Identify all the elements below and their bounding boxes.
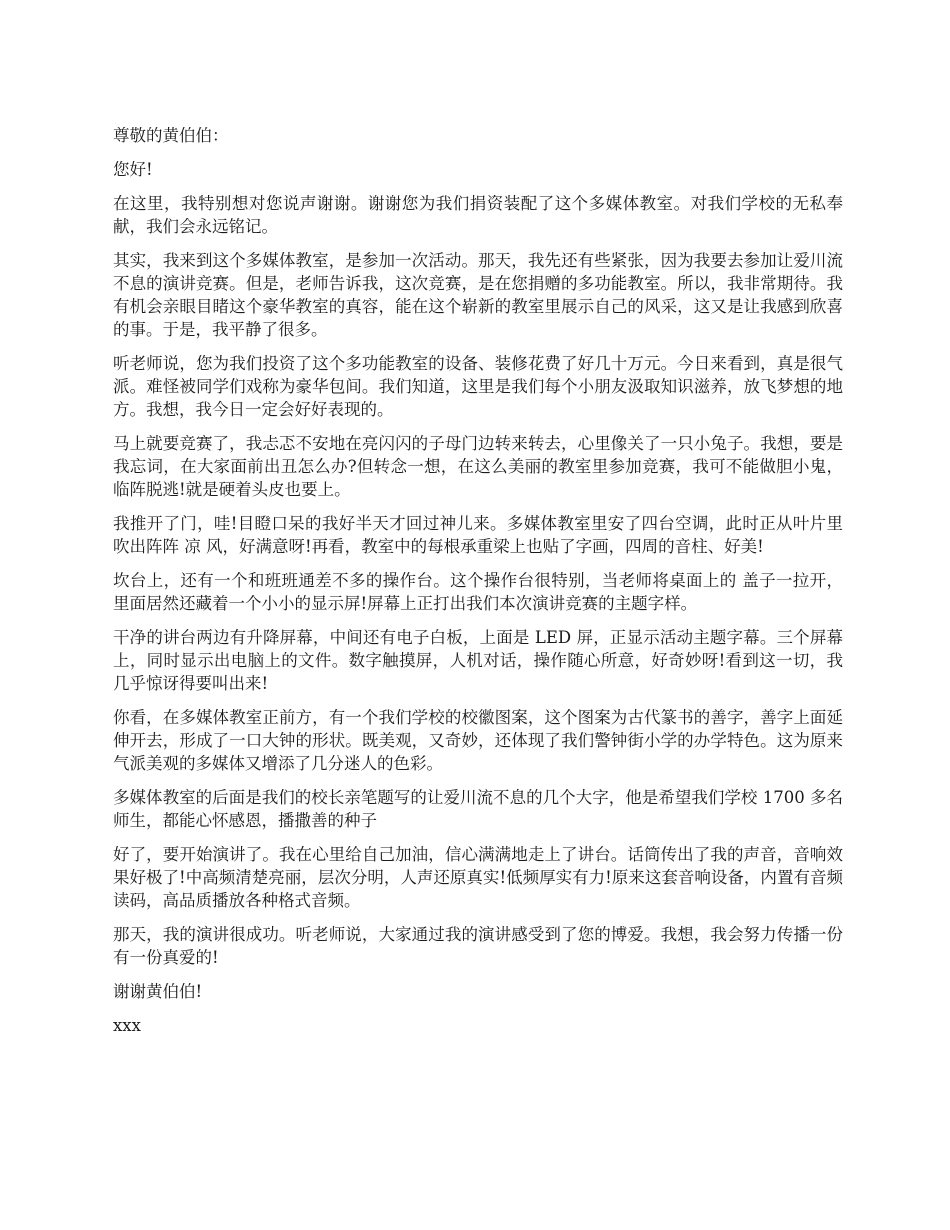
greeting: 您好! [113,160,153,179]
paragraph-8: 你看，在多媒体教室正前方，有一个我们学校的校徽图案，这个图案为古代篆书的善字，善字上面延伸开去，形成了一口大钟的形状。既美观，又奇妙，还体现了我们警钟街小学的办学特色。这为原来气派美观的多媒体又增添了几分迷人的色彩。 [113,708,843,773]
paragraph-9: 多媒体教室的后面是我们的校长亲笔题写的让爱川流不息的几个大字，他是希望我们学校 1700 多名师生，都能心怀感恩，播撒善的种子 [113,788,843,830]
paragraph-7: 干净的讲台两边有升降屏幕，中间还有电子白板，上面是 LED 屏，正显示活动主题字幕。三个屏幕上，同时显示出电脑上的文件。数字触摸屏，人机对话，操作随心所意，好奇妙呀!看到这一切，我几乎惊讶得要叫出来! [113,628,843,693]
paragraph-11: 那天，我的演讲很成功。听老师说，大家通过我的演讲感受到了您的博爱。我想，我会努力传播一份有一份真爱的! [113,925,843,967]
paragraph-2: 其实，我来到这个多媒体教室，是参加一次活动。那天，我先还有些紧张，因为我要去参加让爱川流不息的演讲竞赛。但是，老师告诉我，这次竞赛，是在您捐赠的多功能教室。所以，我非常期待。我有机会亲眼目睹这个豪华教室的真容，能在这个崭新的教室里展示自己的风采，这又是让我感到欣喜的事。于是，我平静了很多。 [113,251,843,339]
paragraph-10: 好了，要开始演讲了。我在心里给自己加油，信心满满地走上了讲台。话筒传出了我的声音，音响效果好极了!中高频清楚亮丽，层次分明，人声还原真实!低频厚实有力!原来这套音响设备，内置有音频读码，高品质播放各种格式音频。 [113,845,843,910]
paragraph-5: 我推开了门，哇!目瞪口呆的我好半天才回过神儿来。多媒体教室里安了四台空调，此时正从叶片里吹出阵阵 凉 风，好满意呀!再看，教室中的每根承重梁上也贴了字画，四周的音柱、好美! [113,514,843,556]
paragraph-1: 在这里，我特别想对您说声谢谢。谢谢您为我们捐资装配了这个多媒体教室。对我们学校的无私奉献，我们会永远铭记。 [113,194,843,236]
signature: xxx [113,1016,141,1035]
letter-page [113,124,843,1048]
paragraph-3: 听老师说，您为我们投资了这个多功能教室的设备、装修花费了好几十万元。今日来看到，真是很气派。难怪被同学们戏称为豪华包间。我们知道，这里是我们每个小朋友汲取知识滋养，放飞梦想的地方。我想，我今日一定会好好表现的。 [113,354,843,419]
closing: 谢谢黄伯伯! [113,982,203,1001]
salutation: 尊敬的黄伯伯： [113,126,229,145]
paragraph-6: 坎台上，还有一个和班班通差不多的操作台。这个操作台很特别，当老师将桌面上的 盖子一拉开，里面居然还藏着一个小小的显示屏!屏幕上正打出我们本次演讲竞赛的主题字样。 [113,571,843,613]
paragraph-4: 马上就要竞赛了，我忐忑不安地在亮闪闪的子母门边转来转去，心里像关了一只小兔子。我想，要是我忘词，在大家面前出丑怎么办?但转念一想，在这么美丽的教室里参加竞赛，我可不能做胆小鬼，临阵脱逃!就是硬着头皮也要上。 [113,434,843,499]
